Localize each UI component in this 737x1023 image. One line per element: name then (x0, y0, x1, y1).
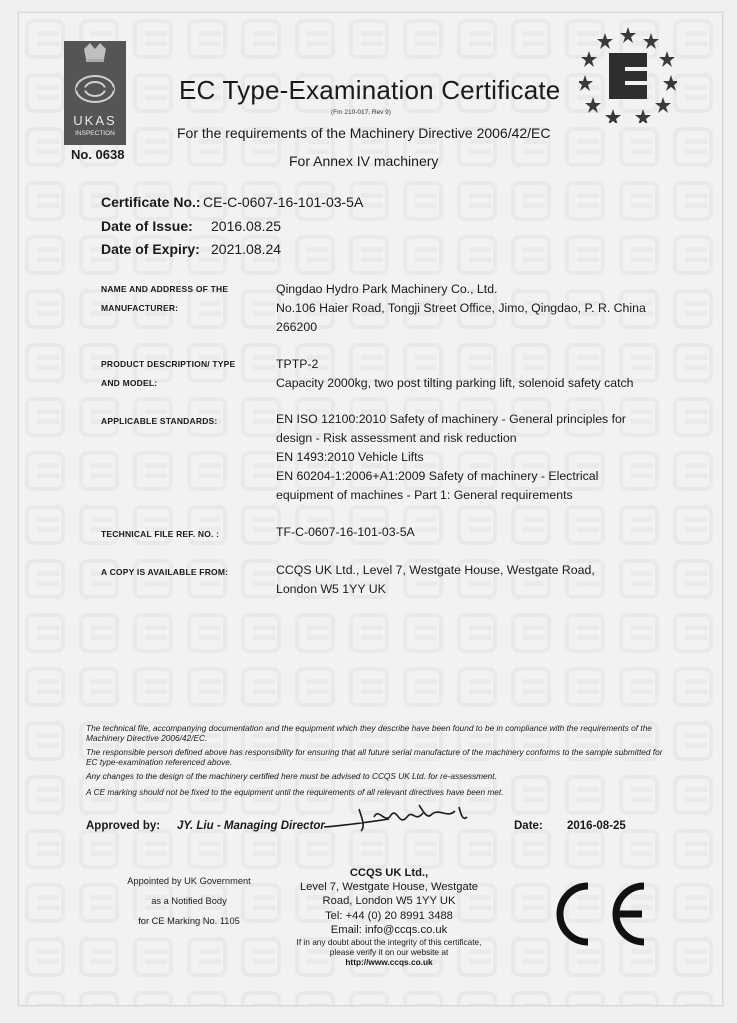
issuer-company: CCQS UK Ltd., (349, 867, 429, 879)
ce-mark-icon (544, 878, 648, 950)
responsibility-note: The responsible person defined above has responsibility for ensuring that all future serial manufacture of the machinery conforms to the sample submitted for EC type-examination referenced above. (86, 747, 663, 767)
notified-body-number: for CE Marking No. 1105 (138, 916, 240, 926)
verify-note-line2: please verify it on our website at (329, 947, 449, 957)
technical-file-label: TECHNICAL FILE REF. NO. : (101, 529, 220, 539)
product-label-line2: AND MODEL: (101, 378, 158, 388)
copy-available-city: London W5 1YY UK (276, 582, 386, 596)
certificate-title: EC Type-Examination Certificate (179, 75, 561, 105)
copy-available-label: A COPY IS AVAILABLE FROM: (101, 567, 229, 577)
directive-requirement: For the requirements of the Machinery Directive 2006/42/EC (177, 125, 551, 141)
notified-body-line1: Appointed by UK Government (127, 876, 251, 886)
product-description: Capacity 2000kg, two post tilting parking lift, solenoid safety catch (276, 376, 634, 390)
manufacturer-name: Qingdao Hydro Park Machinery Co., Ltd. (276, 282, 498, 296)
signature-image (319, 797, 489, 837)
technical-file-value: TF-C-0607-16-101-03-5A (276, 525, 415, 539)
annex-requirement: For Annex IV machinery (289, 153, 439, 169)
standards-label: APPLICABLE STANDARDS: (101, 416, 218, 426)
manufacturer-label-line2: MANUFACTURER: (101, 303, 179, 313)
issuer-address-line2: Road, London W5 1YY UK (322, 895, 456, 907)
crown-icon (64, 41, 126, 111)
verify-note-line1: If in any doubt about the integrity of this certificate, (296, 937, 482, 947)
certificate-sheet (18, 12, 723, 1006)
expiry-date-value: 2021.08.24 (211, 241, 282, 257)
ce-marking-note: A CE marking should not be fixed to the equipment until the requirements of all relevant directives have been met. (86, 787, 504, 797)
manufacturer-label-line1: NAME AND ADDRESS OF THE (101, 284, 229, 294)
manufacturer-address: No.106 Haier Road, Tongji Street Office, Jimo, Qingdao, P. R. China (276, 301, 646, 315)
form-revision: (Fm 210-017, Rev 9) (331, 109, 391, 116)
approver-name: JY. Liu - Managing Director (177, 820, 325, 832)
issuer-address-line1: Level 7, Westgate House, Westgate (299, 881, 479, 893)
issue-date-label: Date of Issue: (101, 218, 193, 234)
product-model: TPTP-2 (276, 357, 319, 371)
standard-iso-12100-cont: design - Risk assessment and risk reduction (276, 431, 517, 445)
ukas-logo-text: UKAS (73, 113, 117, 128)
changes-note: Any changes to the design of the machinery certified here must be advised to CCQS UK Ltd. for re-assessment. (86, 771, 497, 781)
expiry-date-label: Date of Expiry: (101, 241, 200, 257)
ccqs-star-logo (579, 25, 677, 123)
notified-body-line2: as a Notified Body (151, 896, 227, 906)
issue-date-value: 2016.08.25 (211, 218, 282, 234)
certificate-no-label: Certificate No.: (101, 194, 201, 210)
copy-available-address: CCQS UK Ltd., Level 7, Westgate House, Westgate Road, (276, 563, 595, 577)
certificate-no-value: CE-C-0607-16-101-03-5A (203, 194, 364, 210)
approval-date-label: Date: (514, 820, 543, 832)
standard-en-60204: EN 60204-1:2006+A1:2009 Safety of machinery - Electrical (276, 469, 599, 483)
product-label-line1: PRODUCT DESCRIPTION/ TYPE (101, 359, 236, 369)
manufacturer-postcode: 266200 (276, 320, 318, 334)
ukas-logo-subtext: INSPECTION (75, 130, 115, 137)
ukas-logo (64, 41, 126, 145)
accreditation-number: No. 0638 (71, 147, 125, 162)
standard-iso-12100: EN ISO 12100:2010 Safety of machinery - General principles for (276, 412, 626, 426)
approved-by-label: Approved by: (86, 820, 161, 832)
compliance-note: The technical file, accompanying documentation and the equipment which they describe have been found to be in compliance with the requirements of the Machinery Directive 2006/42/EC. (86, 723, 652, 743)
approval-date-value: 2016-08-25 (567, 820, 626, 832)
standard-en-1493: EN 1493:2010 Vehicle Lifts (276, 450, 424, 464)
issuer-phone: Tel: +44 (0) 20 8991 3488 (325, 910, 453, 922)
issuer-website: http://www.ccqs.co.uk (345, 957, 433, 967)
issuer-email: Email: info@ccqs.co.uk (330, 924, 448, 936)
standard-en-60204-cont: equipment of machines - Part 1: General requirements (276, 488, 573, 502)
